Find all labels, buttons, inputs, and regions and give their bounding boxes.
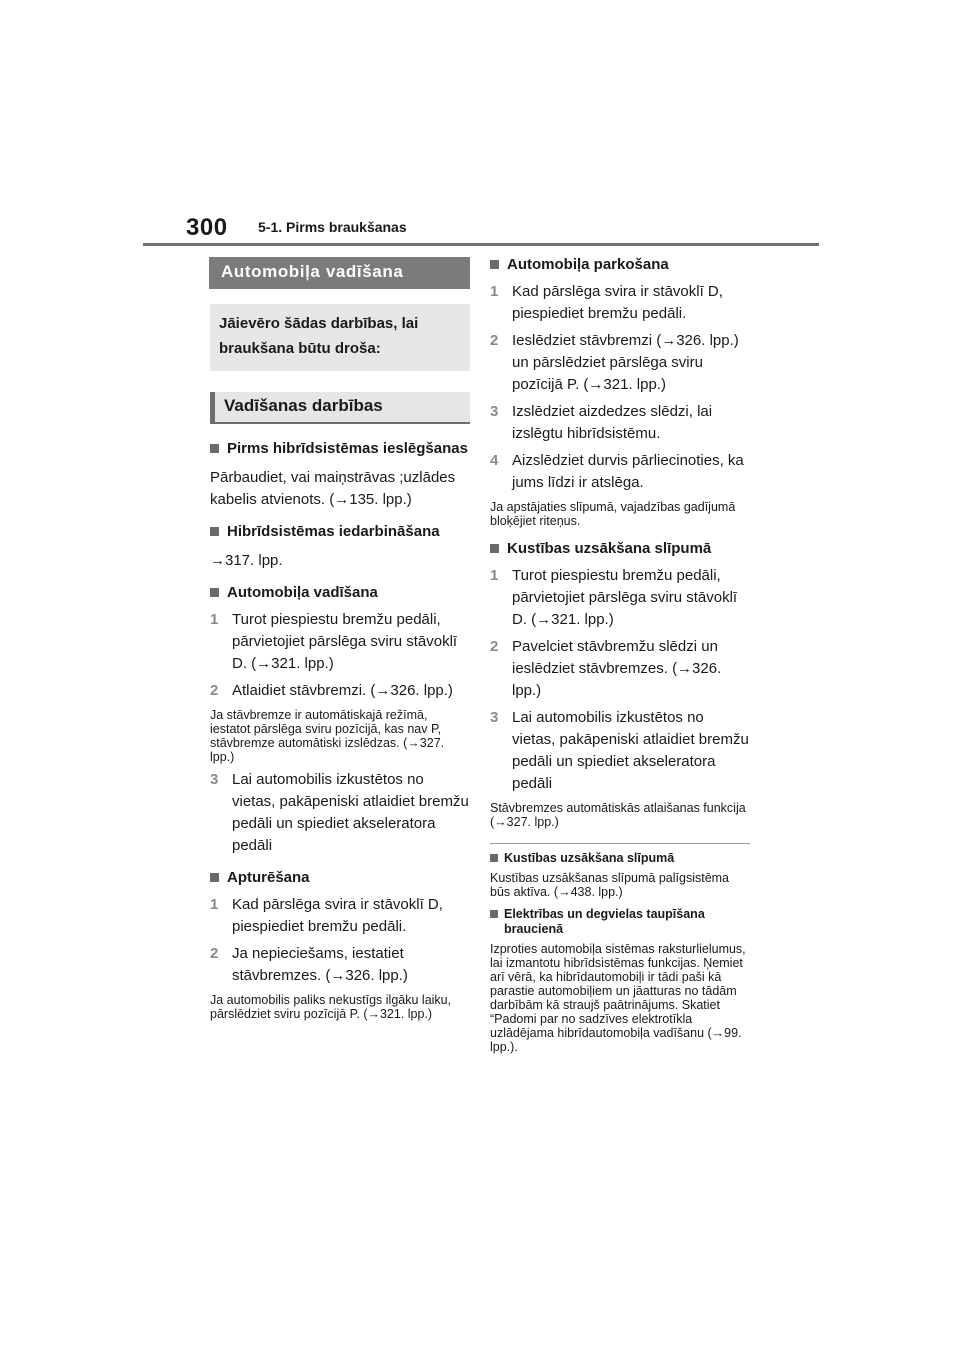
subheading: Automobiļa vadīšana: [210, 582, 470, 604]
divider: [490, 843, 750, 844]
right-column: [490, 254, 750, 1054]
step-text: Kad pārslēga svira ir stāvoklī D, piespiediet bremžu pedāli.: [232, 896, 443, 935]
subheading: Hibrīdsistēmas iedarbināšana: [210, 521, 470, 543]
paragraph: →317. lpp.: [210, 552, 283, 569]
note: Stāvbremzes automātiskās atlaišanas funkcija (→327. lpp.): [490, 801, 746, 829]
step-number: 2: [490, 332, 499, 349]
step-number: 4: [490, 452, 499, 469]
intro-box: Jāievēro šādas darbības, lai braukšana būtu droša:: [210, 304, 470, 371]
square-bullet-icon: [210, 527, 219, 536]
header-rule: [143, 243, 819, 246]
left-column: [210, 257, 470, 1021]
step-text: Ieslēdziet stāvbremzi (→326. lpp.) un pārslēdziet pārslēga sviru pozīcijā P. (→321. lpp.): [512, 332, 739, 393]
step-text: Izslēdziet aizdedzes slēdzi, lai izslēgtu hibrīdsistēmu.: [512, 403, 713, 442]
square-bullet-icon: [490, 854, 498, 862]
step: [490, 636, 750, 702]
step-text: Kad pārslēga svira ir stāvoklī D, piespiediet bremžu pedāli.: [512, 283, 723, 322]
square-bullet-icon: [490, 544, 499, 553]
note: Ja automobilis paliks nekustīgs ilgāku laiku, pārslēdziet sviru pozīcijā P. (→321. lpp.): [210, 993, 452, 1021]
subheading: Pirms hibrīdsistēmas ieslēgšanas: [210, 438, 470, 460]
subheading: Kustības uzsākšana slīpumā: [490, 538, 750, 560]
step-number: 1: [490, 567, 499, 584]
section-title: 5-1. Pirms braukšanas: [258, 219, 407, 235]
step-number: 1: [490, 283, 499, 300]
step-text: Ja nepieciešams, iestatiet stāvbremzes. (→326. lpp.): [232, 945, 408, 984]
step-number: 3: [490, 403, 499, 420]
step-number: 2: [210, 682, 219, 699]
step-text: Pavelciet stāvbremžu slēdzi un ieslēdziet stāvbremzes. (→326. lpp.): [512, 638, 722, 699]
square-bullet-icon: [210, 873, 219, 882]
step-text: Turot piespiestu bremžu pedāli, pārvietojiet pārslēga sviru stāvoklī D. (→321. lpp.): [232, 611, 458, 672]
step: [210, 943, 470, 987]
step: [210, 609, 470, 675]
step-number: 3: [490, 709, 499, 726]
step: [490, 450, 750, 494]
step: [490, 330, 750, 396]
step-text: Turot piespiestu bremžu pedāli, pārvietojiet pārslēga sviru stāvoklī D. (→321. lpp.): [512, 567, 738, 628]
square-bullet-icon: [210, 444, 219, 453]
step-number: 3: [210, 771, 219, 788]
step-number: 1: [210, 611, 219, 628]
step: [210, 894, 470, 938]
step: [490, 707, 750, 795]
square-bullet-icon: [490, 910, 498, 918]
note: Kustības uzsākšanas slīpumā palīgsistēma būs aktīva. (→438. lpp.): [490, 871, 730, 899]
step-text: Lai automobilis izkustētos no vietas, pakāpeniski atlaidiet bremžu pedāli un spiediet akseleratora pedāli: [232, 771, 469, 854]
page-number: 300: [186, 214, 228, 241]
section-heading: Vadīšanas darbības: [210, 392, 470, 424]
subheading: Apturēšana: [210, 867, 470, 889]
note: Ja stāvbremze ir automātiskajā režīmā, iestatot pārslēga sviru pozīcijā, kas nav P, stāvbremze automātiski izslēdzas. (→327. lpp.): [210, 708, 445, 764]
step-text: Aizslēdziet durvis pārliecinoties, ka jums līdzi ir atslēga.: [512, 452, 744, 491]
main-title: Automobiļa vadīšana: [209, 257, 470, 289]
subheading: Kustības uzsākšana slīpumā: [490, 851, 750, 866]
subheading: Elektrības un degvielas taupīšana braucienā: [490, 907, 750, 937]
step: [490, 565, 750, 631]
step-number: 2: [490, 638, 499, 655]
step-number: 1: [210, 896, 219, 913]
note: Izproties automobiļa sistēmas raksturlielumus, lai izmantotu hibrīdsistēmas funkcijas. Ņemiet arī vērā, ka hibrīdautomobiļi ir tādi paši kā parastie automobiļiem un jāatturas no tādām darbībām kā straujš paātrinājums. Skatiet “Padomi par no sadzīves elektrotīkla uzlādējama hibrīdautomobiļa vadīšanu (→99. lpp.).: [490, 942, 746, 1054]
step-text: Atlaidiet stāvbremzi. (→326. lpp.): [232, 682, 453, 699]
step: [490, 281, 750, 325]
note: Ja apstājaties slīpumā, vajadzības gadījumā bloķējiet riteņus.: [490, 500, 736, 528]
subheading: Automobiļa parkošana: [490, 254, 750, 276]
step: [210, 680, 470, 702]
square-bullet-icon: [210, 588, 219, 597]
step-number: 2: [210, 945, 219, 962]
step: [210, 769, 470, 857]
square-bullet-icon: [490, 260, 499, 269]
step: [490, 401, 750, 445]
paragraph: Pārbaudiet, vai maiņstrāvas ;uzlādes kabelis atvienots. (→135. lpp.): [210, 469, 456, 508]
step-text: Lai automobilis izkustētos no vietas, pakāpeniski atlaidiet bremžu pedāli un spiediet akseleratora pedāli: [512, 709, 749, 792]
